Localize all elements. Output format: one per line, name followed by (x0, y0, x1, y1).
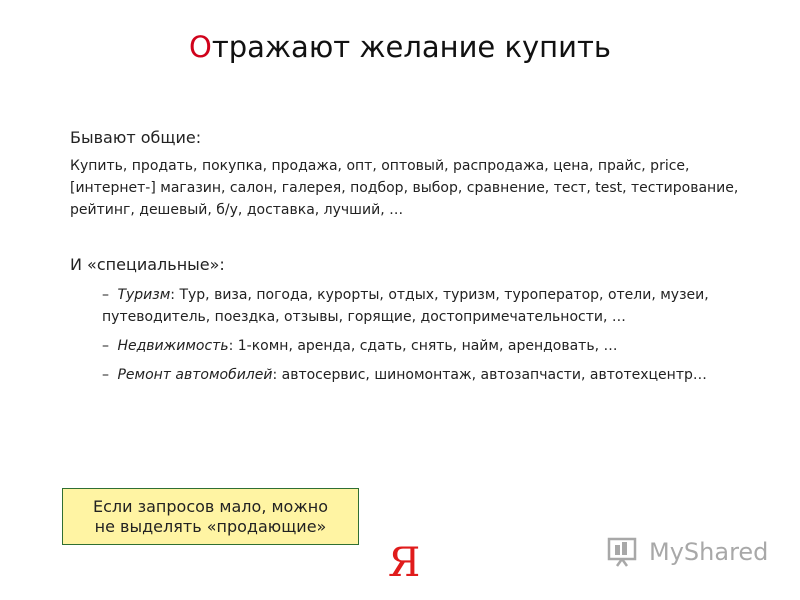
watermark-text: MyShared (649, 538, 769, 566)
title-accent-letter: О (189, 30, 212, 64)
slide-content (70, 128, 760, 393)
bullet-dash: – (102, 338, 109, 354)
list-item-car-repair (102, 364, 760, 386)
term-car-repair: Ремонт автомобилей (117, 367, 273, 383)
callout-line-2: не выделять «продающие» (94, 516, 327, 536)
presentation-icon (607, 537, 643, 567)
special-list (102, 284, 760, 386)
keywords-car-repair: : автосервис, шиномонтаж, автозапчасти, автотехцентр… (272, 367, 707, 383)
slide-title (0, 30, 800, 64)
bullet-dash: – (102, 367, 109, 383)
callout-box (62, 488, 359, 545)
callout-text (93, 497, 328, 537)
general-keywords: Купить, продать, покупка, продажа, опт, оптовый, распродажа, цена, прайс, price, [интернет-] магазин, салон, галерея, подбор, выбор, сравнение, тест, test, тестирование, рейтинг, дешевый, б/у, доставка, лучший, … (70, 158, 739, 218)
term-realty: Недвижимость (117, 338, 229, 354)
yandex-logo: Я (388, 540, 421, 586)
bullet-dash: – (102, 287, 109, 303)
callout-line-1: Если запросов мало, можно (92, 496, 329, 516)
general-heading: Бывают общие: (70, 128, 202, 147)
list-item-tourism (102, 284, 760, 328)
term-tourism: Туризм (117, 287, 171, 303)
keywords-realty: : 1-комн, аренда, сдать, снять, найм, арендовать, … (228, 338, 618, 354)
list-item-realty (102, 335, 760, 357)
title-text: тражают желание купить (211, 30, 611, 64)
keywords-tourism: : Тур, виза, погода, курорты, отдых, туризм, туроператор, отели, музеи, путеводитель, поездка, отзывы, горящие, достопримечательности, … (102, 287, 709, 325)
special-heading: И «специальные»: (70, 255, 225, 274)
watermark (607, 537, 768, 567)
spacer (70, 221, 760, 255)
